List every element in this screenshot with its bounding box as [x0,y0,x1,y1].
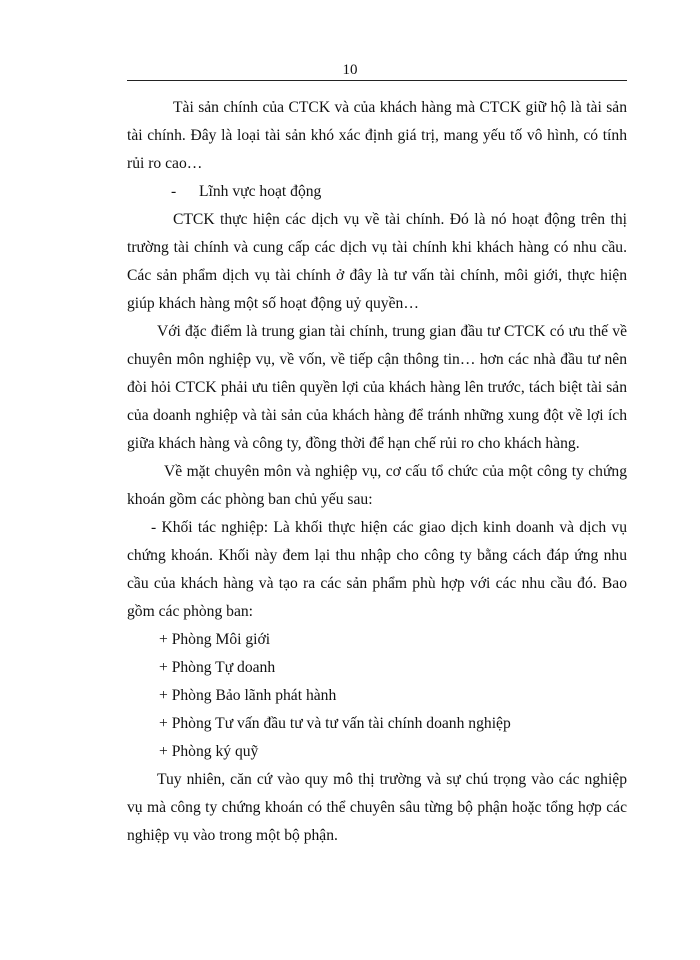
list-item-advisory: + Phòng Tư vấn đầu tư và tư vấn tài chính doanh nghiệp [159,715,511,732]
bullet-label: Lĩnh vực hoạt động [199,183,322,200]
paragraph-operations-block: - Khối tác nghiệp: Là khối thực hiện các giao dịch kinh doanh và dịch vụ chứng khoán. Khối này đem lại thu nhập cho công ty bằng cách đáp ứng nhu cầu của khách hàng và tạo ra các sản phẩm phù hợp với các nhu cầu đó. Bao gồm các phòng ban: [127,519,627,620]
paragraph-intermediary: Với đặc điểm là trung gian tài chính, trung gian đầu tư CTCK có ưu thế về chuyên môn nghiệp vụ, về vốn, về tiếp cận thông tin… hơn các nhà đầu tư nên đòi hỏi CTCK phải ưu tiên quyền lợi của khách hàng lên trước, tách biệt tài sản của doanh nghiệp và tài sản của khách hàng để tránh những xung đột về lợi ích giữa khách hàng và công ty, đồng thời để hạn chế rủi ro cho khách hàng. [127,323,627,452]
page-number: 10 [342,62,358,78]
list-item-proprietary-trading: + Phòng Tự doanh [159,659,276,676]
document-body [127,94,627,850]
list-item-margin: + Phòng ký quỹ [159,743,259,760]
paragraph-conclusion: Tuy nhiên, căn cứ vào quy mô thị trường và sự chú trọng vào các nghiệp vụ mà công ty chứng khoán có thể chuyên sâu từng bộ phận hoặc tổng hợp các nghiệp vụ vào trong một bộ phận. [127,771,627,844]
paragraph-org-structure: Về mặt chuyên môn và nghiệp vụ, cơ cấu tổ chức của một công ty chứng khoán gồm các phòng ban chủ yếu sau: [127,463,627,508]
bullet-business-field [127,178,627,206]
paragraph-financial-assets: Tài sản chính của CTCK và của khách hàng mà CTCK giữ hộ là tài sản tài chính. Đây là loại tài sản khó xác định giá trị, mang yếu tố vô hình, có tính rủi ro cao… [127,99,627,172]
header-rule [127,80,627,81]
list-item-underwriting: + Phòng Bảo lãnh phát hành [159,687,337,704]
list-item-brokerage: + Phòng Môi giới [159,631,271,648]
paragraph-financial-services: CTCK thực hiện các dịch vụ về tài chính. Đó là nó hoạt động trên thị trường tài chính và cung cấp các dịch vụ tài chính khi khách hàng có nhu cầu. Các sản phẩm dịch vụ tài chính ở đây là tư vấn tài chính, môi giới, thực hiện giúp khách hàng một số hoạt động uỷ quyền… [127,211,627,312]
bullet-dash: - [171,183,177,200]
